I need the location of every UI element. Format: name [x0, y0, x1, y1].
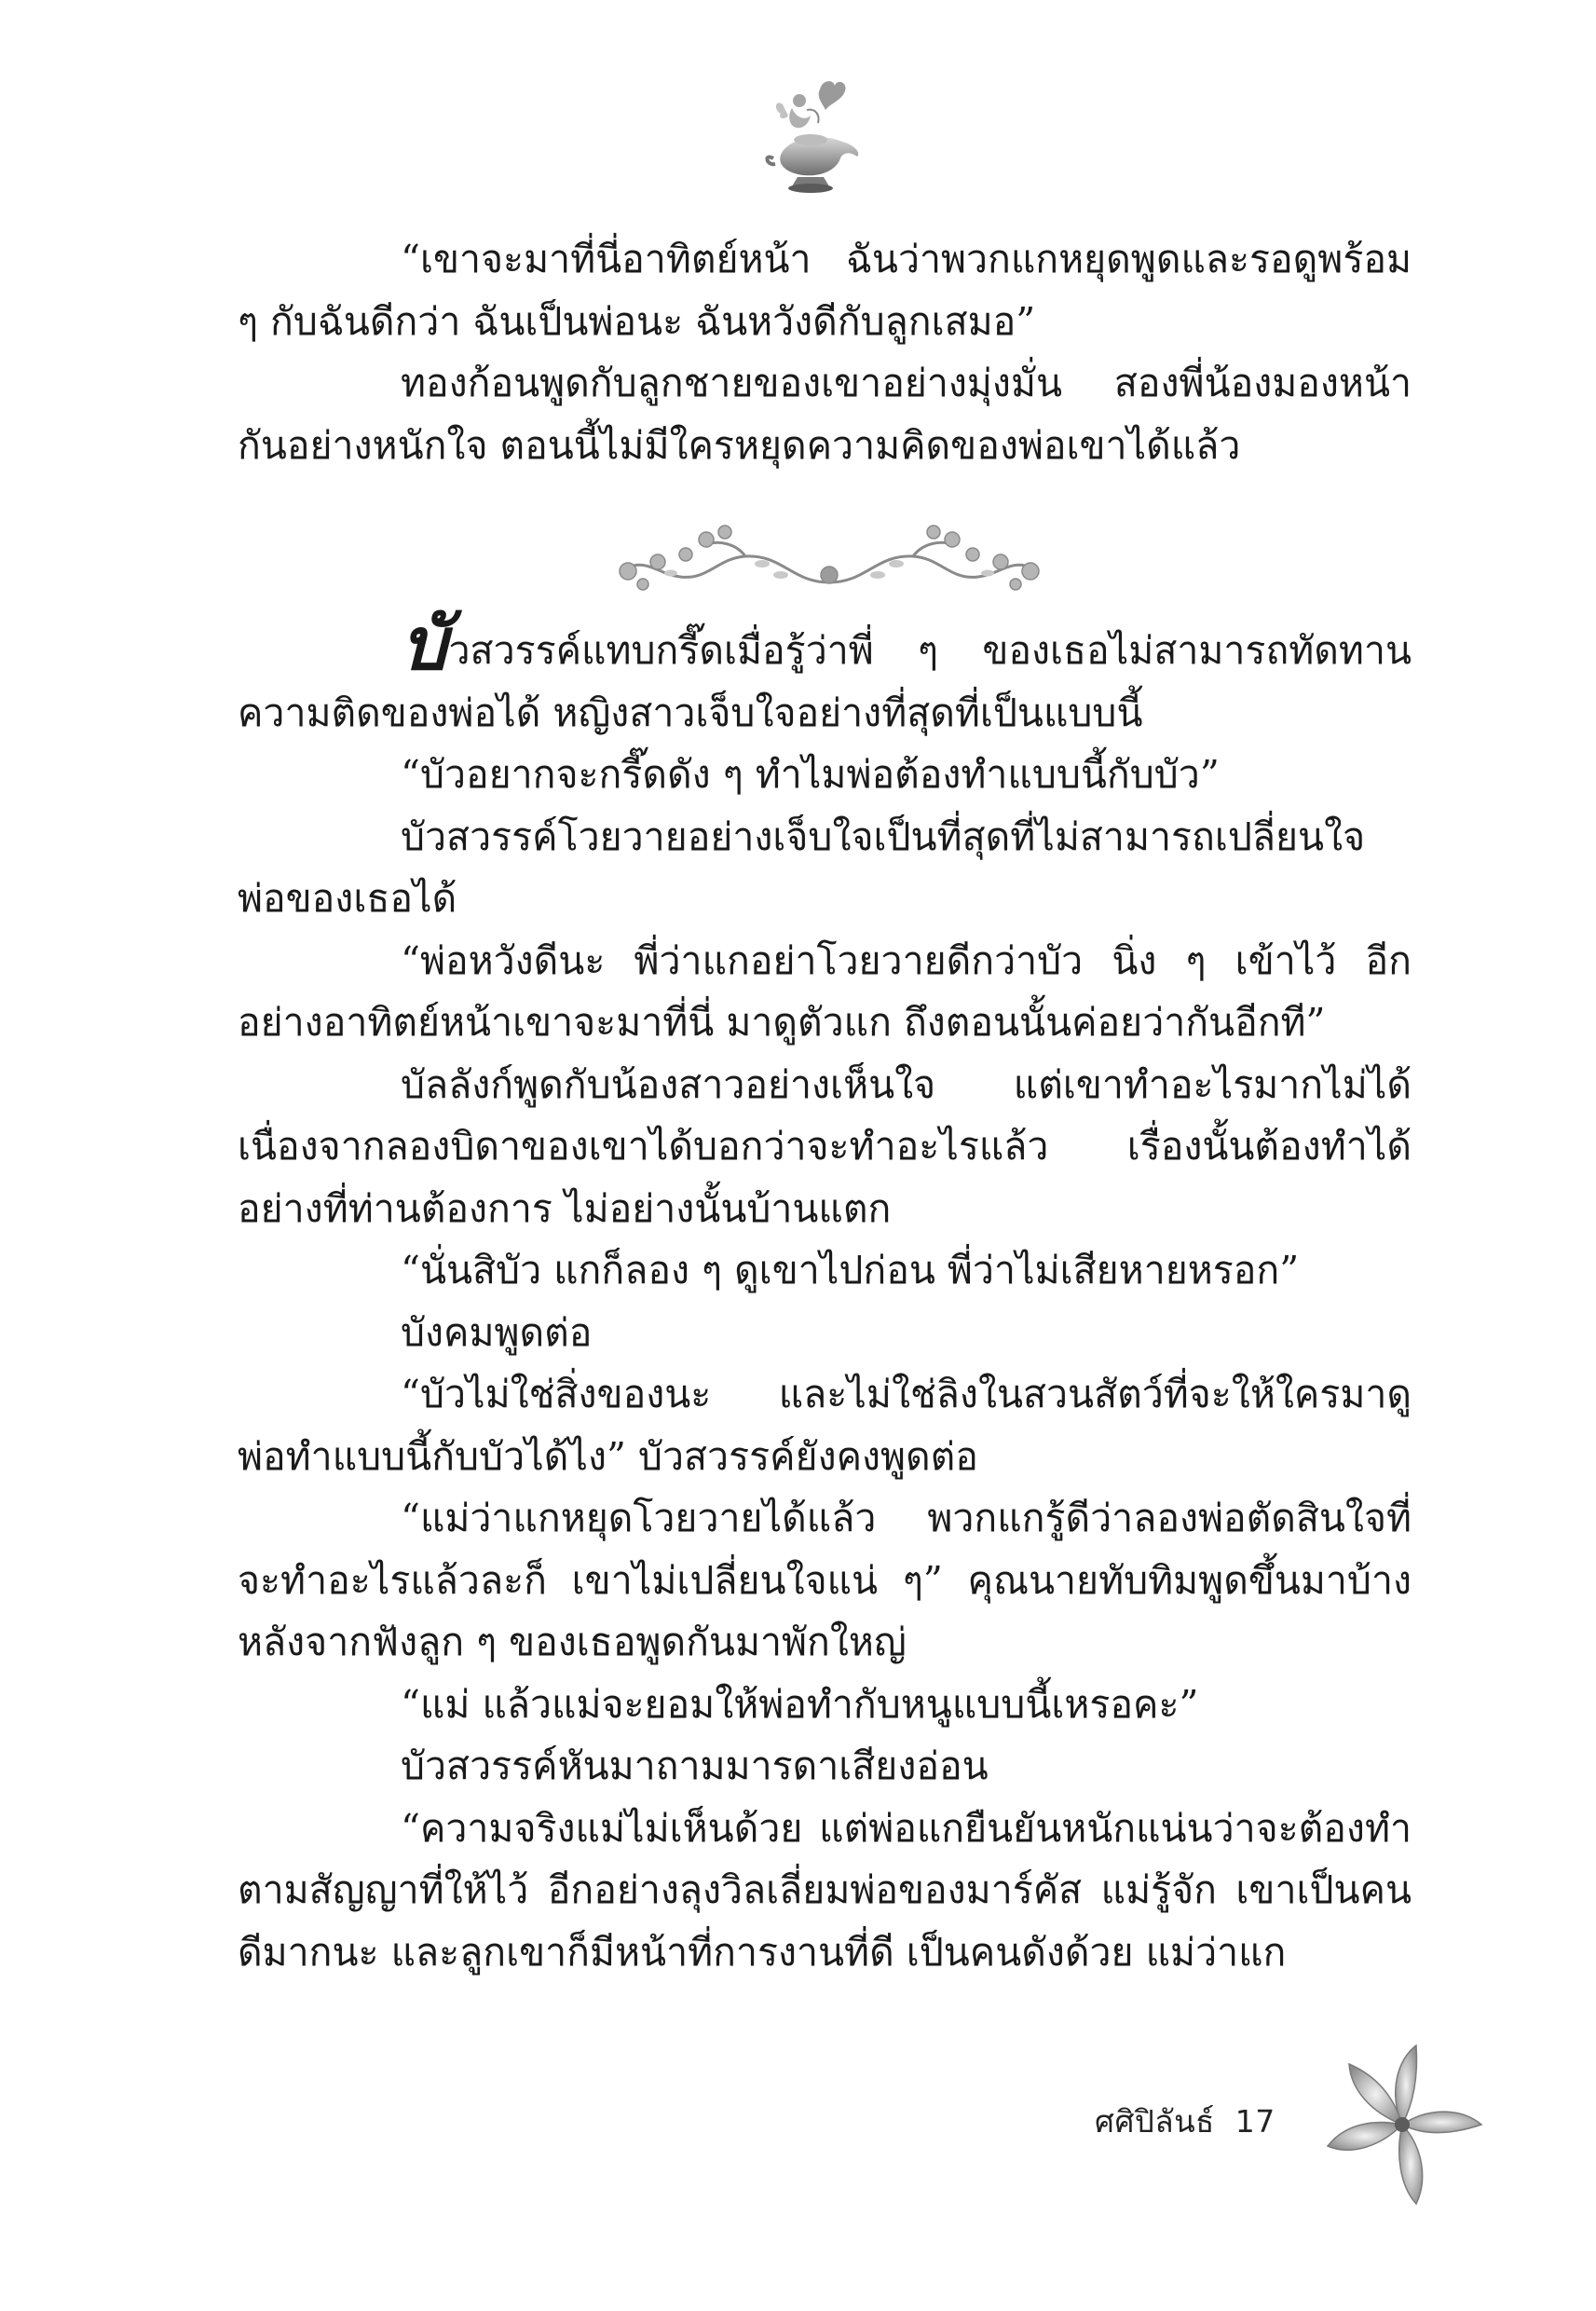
- paragraph: “ความจริงแม่ไม่เห็นด้วย แต่พ่อแกยืนยันหนักแน่นว่าจะต้องทำตามสัญญาที่ให้ไว้ อีกอย่างลุงวิลเลี่ยมพ่อของมาร์คัส แม่รู้จัก เขาเป็นคนดีมากนะ และลูกเขาก็มีหน้าที่การงานที่ดี เป็นคนดังด้วย แม่ว่าแก: [238, 1805, 1412, 1975]
- page-footer: [1095, 2097, 1275, 2146]
- book-title: ศศิปิลันธ์: [1095, 2103, 1215, 2140]
- paragraph: บัวสวรรค์โวยวายอย่างเจ็บใจเป็นที่สุดที่ไม่สามารถเปลี่ยนใจพ่อของเธอได้: [238, 814, 1366, 921]
- paragraph-dropcap: [238, 602, 1412, 744]
- paragraph: “บัวไม่ใช่สิ่งของนะ และไม่ใช่ลิงในสวนสัตว์ที่จะให้ใครมาดู พ่อทำแบบนี้กับบัวได้ไง” บัวสวรรค์ยังคงพูดต่อ: [238, 1372, 1412, 1479]
- paragraph: “นั่นสิบัว แกก็ลอง ๆ ดูเขาไปก่อน พี่ว่าไม่เสียหายหรอก”: [401, 1248, 1300, 1292]
- text-section-top: [238, 228, 1412, 476]
- paragraph: “พ่อหวังดีนะ พี่ว่าแกอย่าโวยวายดีกว่าบัว นิ่ง ๆ เข้าไว้ อีกอย่างอาทิตย์หน้าเขาจะมาที่นี่ มาดูตัวแก ถึงตอนนั้นค่อยว่ากันอีกที”: [238, 937, 1412, 1045]
- flower-icon: [1314, 2036, 1491, 2213]
- paragraph: “บัวอยากจะกรี๊ดดัง ๆ ทำไมพ่อต้องทำแบบนี้กับบัว”: [401, 752, 1220, 797]
- genie-lamp-icon: [764, 73, 866, 203]
- dropcap-letter: บั: [401, 602, 447, 687]
- text-section-main: [238, 602, 1412, 1983]
- paragraph: บัวสวรรค์หันมาถามมารดาเสียงอ่อน: [401, 1744, 989, 1788]
- paragraph: “แม่ว่าแกหยุดโวยวายได้แล้ว พวกแกรู้ดีว่าลองพ่อตัดสินใจที่จะทำอะไรแล้วละก็ เขาไม่เปลี่ยนใจแน่ ๆ” คุณนายทับทิมพูดขึ้นมาบ้างหลังจากฟังลูก ๆ ของเธอพูดกันมาพักใหญ่: [238, 1496, 1412, 1664]
- paragraph: บังคมพูดต่อ: [401, 1309, 593, 1355]
- paragraph: “แม่ แล้วแม่จะยอมให้พ่อทำกับหนูแบบนี้เหรอคะ”: [401, 1681, 1199, 1727]
- dropcap-rest: วสวรรค์แทบกรี๊ดเมื่อรู้ว่าพี่ ๆ ของเธอไม่สามารถทัดทานความติดของพ่อได้ หญิงสาวเจ็บใจอย่างที่สุดที่เป็นแบบนี้: [238, 628, 1412, 735]
- floral-divider-ornament: [606, 517, 1053, 606]
- paragraph: “เขาจะมาที่นี่อาทิตย์หน้า ฉันว่าพวกแกหยุดพูดและรอดูพร้อม ๆ กับฉันดีกว่า ฉันเป็นพ่อนะ ฉันหวังดีกับลูกเสมอ”: [238, 237, 1412, 344]
- page-number: 17: [1235, 2103, 1275, 2140]
- paragraph: ทองก้อนพูดกับลูกชายของเขาอย่างมุ่งมั่น สองพี่น้องมองหน้ากันอย่างหนักใจ ตอนนี้ไม่มีใครหยุดความคิดของพ่อเขาได้แล้ว: [238, 361, 1412, 468]
- paragraph: บัลลังก์พูดกับน้องสาวอย่างเห็นใจ แต่เขาทำอะไรมากไม่ได้เนื่องจากลองบิดาของเขาได้บอกว่าจะทำอะไรแล้ว เรื่องนั้นต้องทำได้อย่างที่ท่านต้องการ ไม่อย่างนั้นบ้านแตก: [238, 1061, 1412, 1231]
